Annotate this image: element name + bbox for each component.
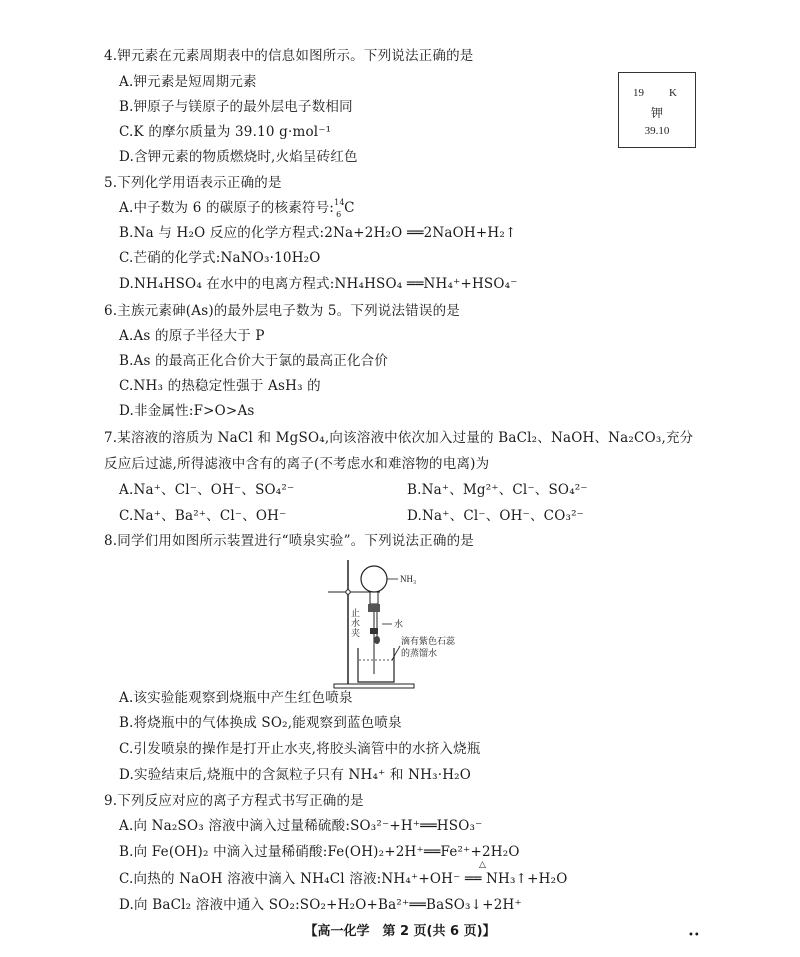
q4-option-b: B.钾原子与镁原子的最外层电子数相同 [119, 99, 353, 115]
label-clamp-2: 水 [351, 618, 361, 628]
atomic-number: 19 [633, 87, 644, 99]
fountain-apparatus-figure [320, 556, 480, 692]
q6-option-a: A.As 的原子半径大于 P [119, 328, 265, 344]
q7-option-b: B.Na⁺、Mg²⁺、Cl⁻、SO₄²⁻ [407, 482, 588, 498]
label-liquid-line1: 滴有紫色石蕊 [401, 636, 456, 646]
question-4-stem: 4.钾元素在元素周期表中的信息如图所示。下列说法正确的是 [104, 48, 474, 64]
q9-option-a: A.向 Na₂SO₃ 溶液中滴入过量稀硫酸:SO₃²⁻+H⁺══HSO₃⁻ [119, 818, 483, 834]
stopper [368, 604, 380, 612]
question-9-stem: 9.下列反应对应的离子方程式书写正确的是 [104, 793, 364, 809]
q5-option-c: C.芒硝的化学式:NaNO₃·10H₂O [119, 250, 321, 266]
question-7-stem-line2: 反应后过滤,所得滤液中含有的离子(不考虑水和难溶物的电离)为 [104, 456, 490, 472]
q7-option-d: D.Na⁺、Cl⁻、OH⁻、CO₃²⁻ [407, 508, 585, 524]
element-name: 钾 [650, 106, 663, 120]
label-clamp-3: 夹 [351, 628, 361, 638]
page-footer: 【高一化学 第 2 页(共 6 页)】 [304, 924, 496, 939]
q8-option-a: A.该实验能观察到烧瓶中产生红色喷泉 [119, 690, 353, 706]
beaker [358, 648, 394, 682]
stand-base [334, 684, 414, 688]
q8-option-b: B.将烧瓶中的气体换成 SO₂,能观察到蓝色喷泉 [119, 715, 402, 731]
q7-option-a: A.Na⁺、Cl⁻、OH⁻、SO₄²⁻ [119, 482, 295, 498]
q9-option-c: C.向热的 NaOH 溶液中滴入 NH₄Cl 溶液:NH₄⁺+OH⁻ ══ NH₃↑+H₂O [119, 871, 568, 887]
q5-option-d: D.NH₄HSO₄ 在水中的电离方程式:NH₄HSO₄ ══NH₄⁺+HSO₄⁻ [119, 276, 518, 292]
q5-option-a [119, 198, 355, 219]
label-nh3: NH₃ [400, 574, 417, 584]
liquid-pointer [392, 646, 400, 660]
q4-option-d: D.含钾元素的物质燃烧时,火焰呈砖红色 [119, 149, 358, 165]
heat-delta-symbol: △ [479, 860, 486, 870]
nuclide-atomic-number: 6 [336, 210, 342, 219]
question-5-stem: 5.下列化学用语表示正确的是 [104, 175, 282, 191]
q6-option-c: C.NH₃ 的热稳定性强于 AsH₃ 的 [119, 378, 321, 394]
label-water: 水 [394, 619, 404, 629]
q7-option-c: C.Na⁺、Ba²⁺、Cl⁻、OH⁻ [119, 508, 287, 524]
label-liquid-line2: 的蒸馏水 [401, 648, 438, 658]
flask-neck [370, 592, 378, 604]
label-clamp-1: 止 [351, 608, 361, 618]
nuclide-mass-number: 14 [334, 198, 345, 207]
clamp-knob [346, 590, 350, 594]
question-6-stem: 6.主族元素砷(As)的最外层电子数为 5。下列说法错误的是 [104, 303, 460, 319]
q4-option-c: C.K 的摩尔质量为 39.10 g·mol⁻¹ [119, 124, 332, 140]
q8-option-c: C.引发喷泉的操作是打开止水夹,将胶头滴管中的水挤入烧瓶 [119, 741, 481, 757]
stop-clamp [370, 628, 378, 634]
dropper-bulb [374, 636, 380, 644]
q9-option-d: D.向 BaCl₂ 溶液中通入 SO₂:SO₂+H₂O+Ba²⁺══BaSO₃↓+2H⁺ [119, 897, 522, 913]
potassium-element-card [618, 72, 696, 148]
q6-option-b: B.As 的最高正化合价大于氯的最高正化合价 [119, 353, 389, 369]
nuclide-element: C [344, 200, 355, 216]
q9-option-b: B.向 Fe(OH)₂ 中滴入过量稀硝酸:Fe(OH)₂+2H⁺══Fe²⁺+2H₂O [119, 844, 520, 860]
q5-option-a-text: A.中子数为 6 的碳原子的核素符号: [119, 200, 335, 216]
corner-mark: •• [688, 930, 700, 941]
q6-option-d: D.非金属性:F>O>As [119, 403, 255, 419]
question-8-stem: 8.同学们用如图所示装置进行“喷泉实验”。下列说法正确的是 [104, 533, 474, 549]
nuclide-symbol [334, 198, 355, 219]
q4-option-a: A.钾元素是短周期元素 [119, 74, 257, 90]
round-flask [361, 566, 387, 592]
element-symbol: K [669, 87, 677, 99]
question-7-stem-line1: 7.某溶液的溶质为 NaCl 和 MgSO₄,向该溶液中依次加入过量的 BaCl₂、NaOH、Na₂CO₃,充分 [104, 430, 694, 446]
q8-option-d: D.实验结束后,烧瓶中的含氮粒子只有 NH₄⁺ 和 NH₃·H₂O [119, 767, 472, 783]
q5-option-b: B.Na 与 H₂O 反应的化学方程式:2Na+2H₂O ══2NaOH+H₂↑ [119, 225, 517, 241]
atomic-mass: 39.10 [644, 125, 670, 137]
